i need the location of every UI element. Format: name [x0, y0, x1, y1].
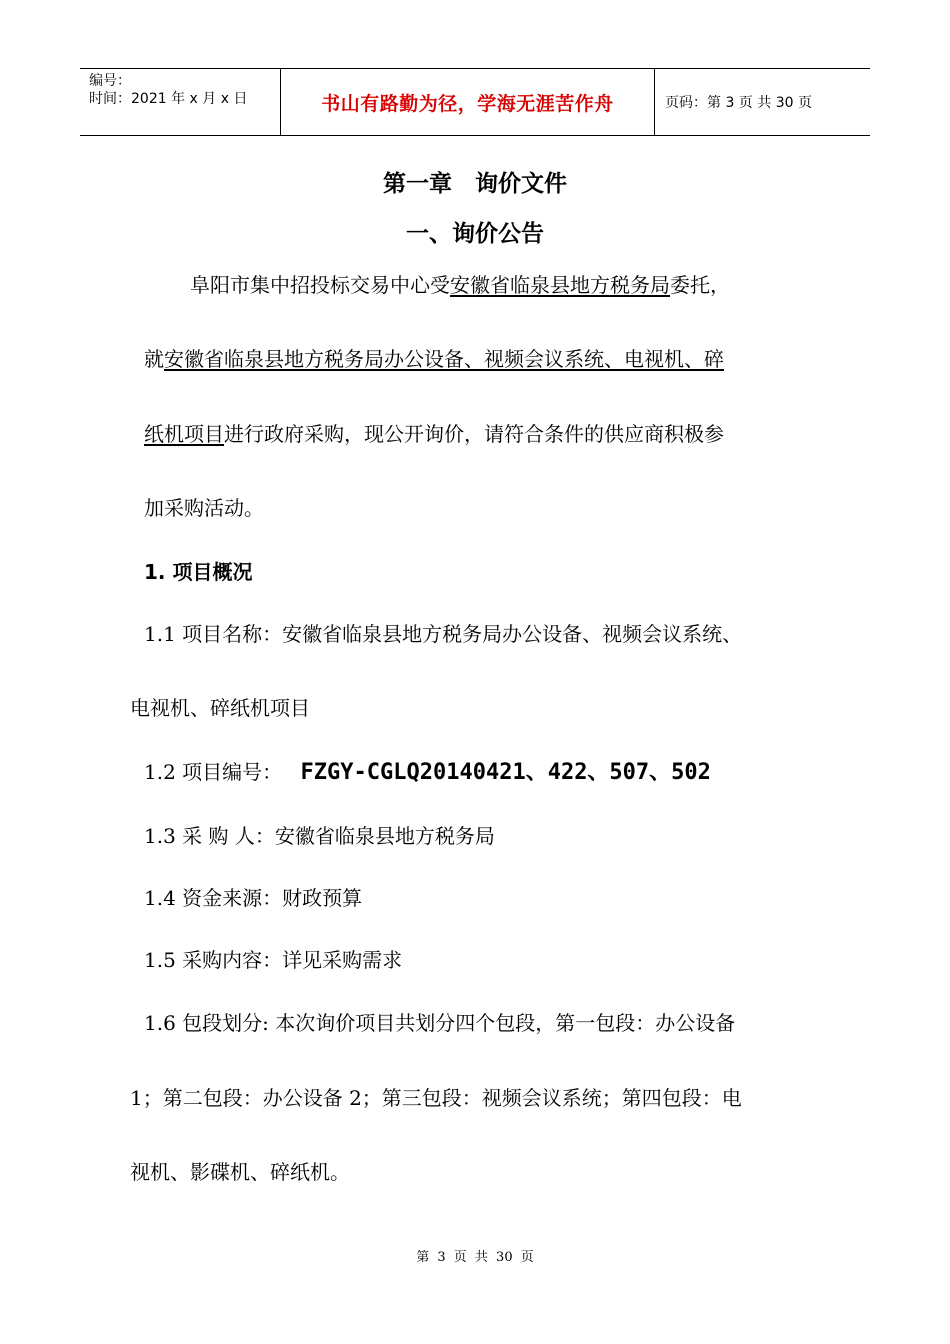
project-name: 纸机项目: [144, 422, 224, 446]
intro-text: 进行政府采购，现公开询价，请符合条件的供应商积极参: [224, 422, 724, 446]
number-label: 编号：: [89, 73, 131, 89]
time-label: 时间：2021 年 x 月 x 日: [89, 91, 248, 107]
item-1-5: 1.5 采购内容：详见采购需求: [144, 948, 403, 972]
item-1-1: 1.1 项目名称：安徽省临泉县地方税务局办公设备、视频会议系统、: [144, 622, 743, 646]
intro-text: 就: [144, 347, 164, 371]
item-label: 1.2 项目编号：: [144, 760, 283, 784]
item-1-6-cont: 视机、影碟机、碎纸机。: [130, 1160, 350, 1184]
header-page-info: [655, 69, 870, 135]
intro-line-1: [190, 273, 730, 297]
intro-line-3: [144, 422, 724, 446]
purchaser-name: 安徽省临泉县地方税务局: [450, 273, 670, 297]
page-footer: 第 3 页 共 30 页: [416, 1250, 534, 1265]
project-name: 安徽省临泉县地方税务局办公设备、视频会议系统、电视机、碎: [164, 347, 724, 371]
item-1-1-cont: 电视机、碎纸机项目: [130, 696, 310, 720]
item-1-6-cont: 1；第二包段：办公设备 2；第三包段：视频会议系统；第四包段：电: [130, 1086, 742, 1110]
intro-line-4: 加采购活动。: [144, 496, 264, 520]
header-meta: [80, 69, 281, 135]
motto: 书山有路勤为径，学海无涯苦作舟: [321, 92, 614, 115]
item-1-3: 1.3 采 购 人：安徽省临泉县地方税务局: [144, 824, 495, 848]
chapter-title: 第一章 询价文件: [383, 171, 567, 197]
overview-heading: 1. 项目概况: [144, 560, 253, 584]
header-motto-cell: [281, 69, 655, 135]
intro-line-2: [144, 347, 724, 371]
page-header: [80, 68, 870, 136]
item-1-6: 1.6 包段划分: 本次询价项目共划分四个包段，第一包段：办公设备: [144, 1011, 736, 1035]
project-code: FZGY-CGLQ20140421、422、507、502: [300, 760, 711, 785]
page-info: 页码：第 3 页 共 30 页: [665, 95, 812, 111]
item-1-4: 1.4 资金来源：财政预算: [144, 886, 363, 910]
intro-text: 委托，: [670, 273, 730, 297]
item-1-2: [144, 760, 711, 785]
section-title: 一、询价公告: [406, 221, 544, 247]
intro-text: 阜阳市集中招投标交易中心受: [190, 273, 450, 297]
